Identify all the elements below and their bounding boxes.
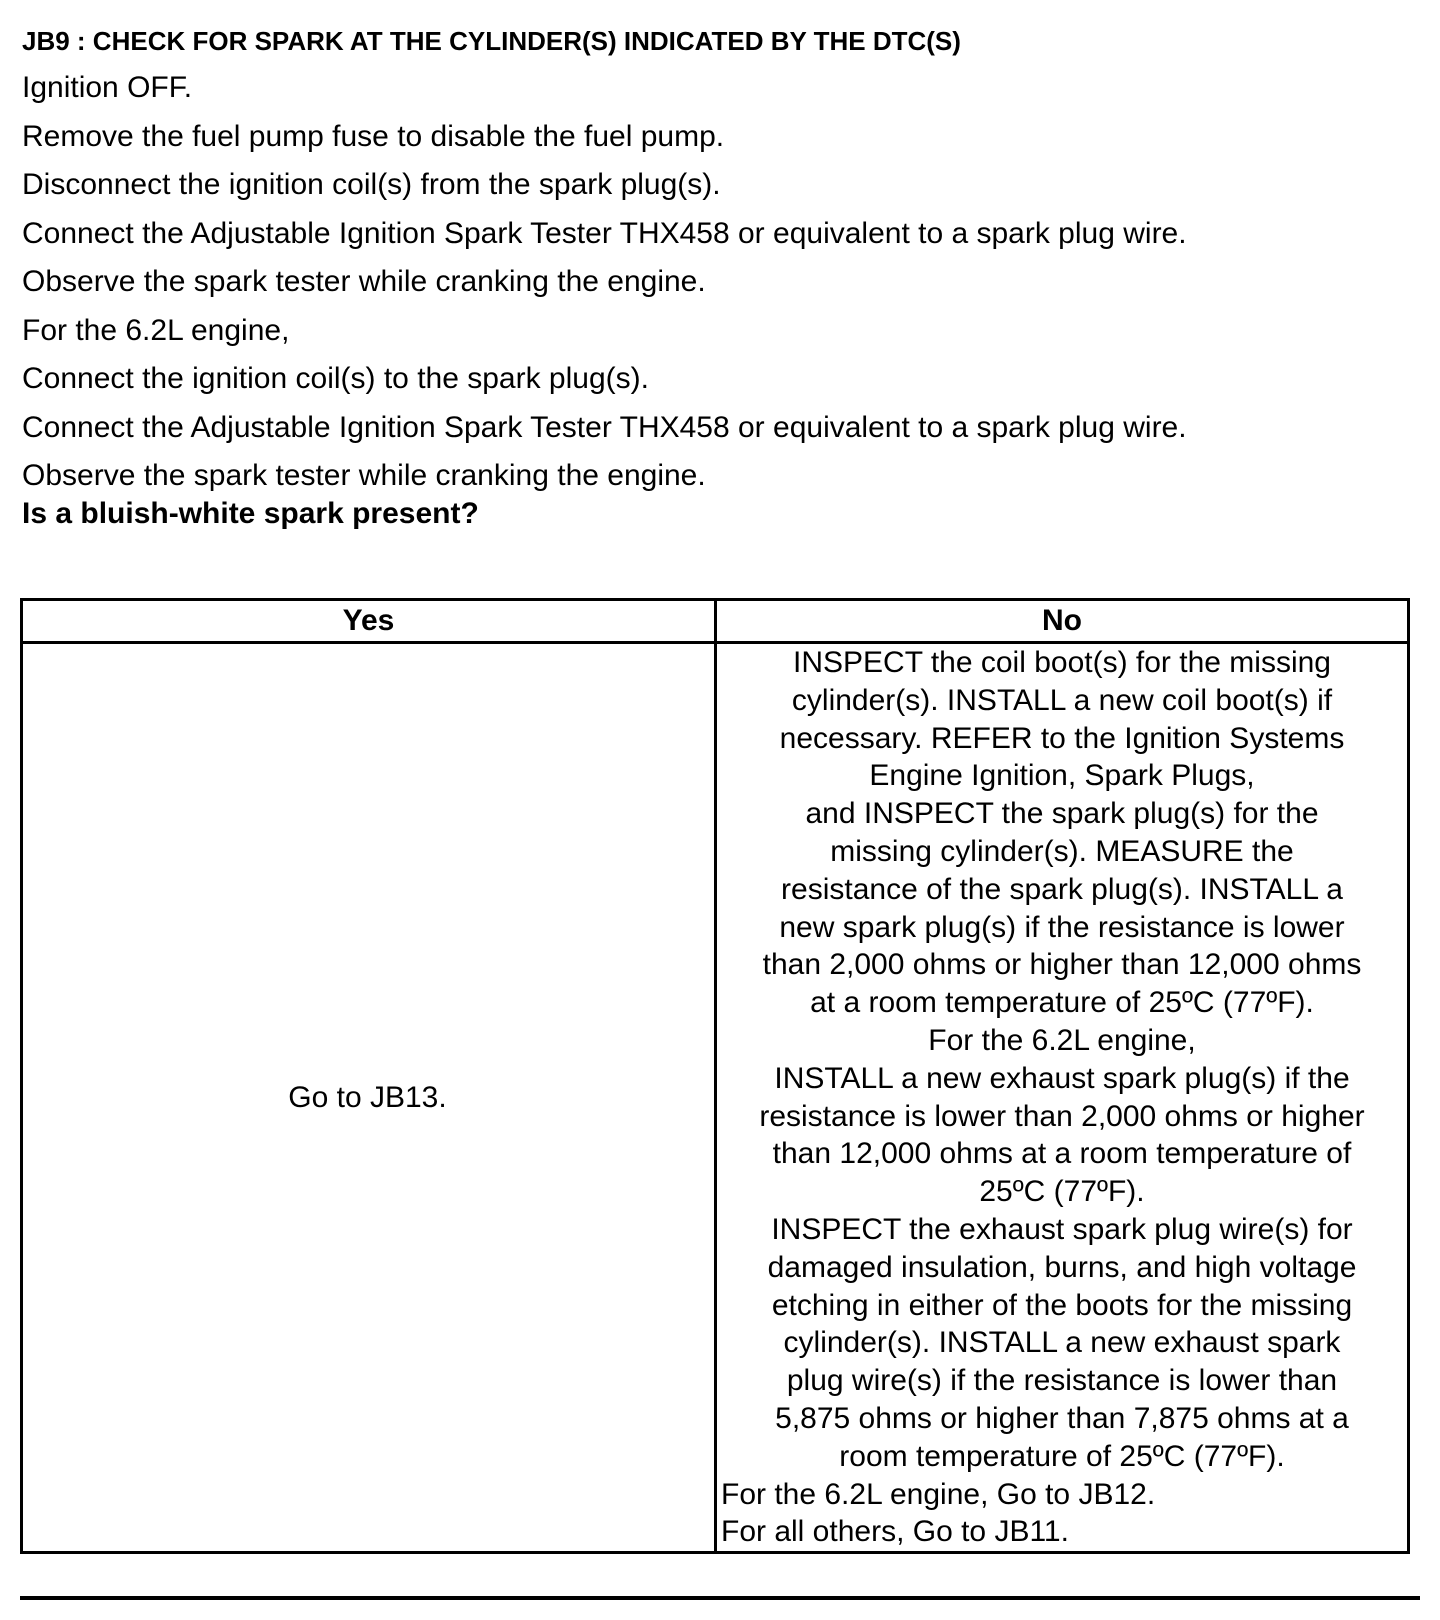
step-question: Is a bluish-white spark present? bbox=[22, 497, 479, 530]
no-header: No bbox=[716, 600, 1409, 643]
no-action bbox=[716, 643, 1409, 1553]
no-action-line: plug wire(s) if the resistance is lower than bbox=[786, 1364, 1338, 1398]
yes-header: Yes bbox=[22, 600, 716, 643]
instruction-item: Disconnect the ignition coil(s) from the spark plug(s). bbox=[22, 168, 721, 201]
no-action-line: and INSPECT the spark plug(s) for the bbox=[805, 797, 1319, 831]
step-heading: JB9 : CHECK FOR SPARK AT THE CYLINDER(S) INDICATED BY THE DTC(S) bbox=[22, 26, 961, 56]
no-action-line: INSPECT the exhaust spark plug wire(s) for bbox=[771, 1212, 1353, 1246]
instruction-list bbox=[22, 64, 1187, 501]
no-action-line: INSTALL a new exhaust spark plug(s) if the bbox=[774, 1061, 1350, 1095]
instruction-item: Remove the fuel pump fuse to disable the fuel pump. bbox=[22, 119, 725, 153]
no-action-line: cylinder(s). INSTALL a new exhaust spark bbox=[783, 1326, 1341, 1360]
no-action-line: resistance is lower than 2,000 ohms or higher bbox=[759, 1099, 1365, 1133]
instruction-item: Ignition OFF. bbox=[22, 71, 193, 104]
no-action-line: Engine Ignition, Spark Plugs, bbox=[869, 759, 1255, 793]
no-action-line: necessary. REFER to the Ignition Systems bbox=[779, 721, 1345, 755]
no-action-line: resistance of the spark plug(s). INSTALL a bbox=[781, 872, 1343, 906]
instruction-item: Observe the spark tester while cranking the engine. bbox=[22, 265, 706, 298]
no-action-line: For the 6.2L engine, Go to JB12. bbox=[721, 1477, 1156, 1511]
instruction-item: Connect the Adjustable Ignition Spark Tester THX458 or equivalent to a spark plug wire. bbox=[22, 216, 1187, 250]
no-action-line: new spark plug(s) if the resistance is lower bbox=[779, 910, 1345, 944]
table-row bbox=[22, 643, 1409, 1553]
no-action-line: room temperature of 25ºC (77ºF). bbox=[839, 1439, 1285, 1473]
bottom-divider bbox=[20, 1596, 1420, 1600]
no-action-line: at a room temperature of 25ºC (77ºF). bbox=[810, 986, 1314, 1020]
result-table bbox=[20, 598, 1410, 1554]
no-action-line: INSPECT the coil boot(s) for the missing bbox=[793, 646, 1331, 679]
no-action-line: etching in either of the boots for the missing bbox=[771, 1288, 1353, 1322]
table-header-row bbox=[22, 600, 1409, 643]
no-action-line: For the 6.2L engine, bbox=[928, 1023, 1196, 1057]
yes-action: Go to JB13. bbox=[22, 643, 716, 1553]
no-action-line: 25ºC (77ºF). bbox=[979, 1175, 1145, 1209]
instruction-item: Connect the ignition coil(s) to the spark plug(s). bbox=[22, 362, 649, 395]
no-action-line: For all others, Go to JB11. bbox=[721, 1515, 1069, 1549]
no-action-line: cylinder(s). INSTALL a new coil boot(s) if bbox=[791, 683, 1333, 717]
instruction-item: For the 6.2L engine, bbox=[22, 313, 290, 347]
no-action-line: than 2,000 ohms or higher than 12,000 ohms bbox=[762, 948, 1362, 982]
no-action-line: than 12,000 ohms at a room temperature of bbox=[772, 1137, 1352, 1171]
no-action-line: 5,875 ohms or higher than 7,875 ohms at a bbox=[775, 1401, 1349, 1435]
instruction-item: Observe the spark tester while cranking the engine. bbox=[22, 459, 706, 492]
no-action-line: damaged insulation, burns, and high voltage bbox=[767, 1250, 1357, 1284]
no-action-line: missing cylinder(s). MEASURE the bbox=[830, 834, 1294, 868]
instruction-item: Connect the Adjustable Ignition Spark Tester THX458 or equivalent to a spark plug wire. bbox=[22, 410, 1187, 444]
